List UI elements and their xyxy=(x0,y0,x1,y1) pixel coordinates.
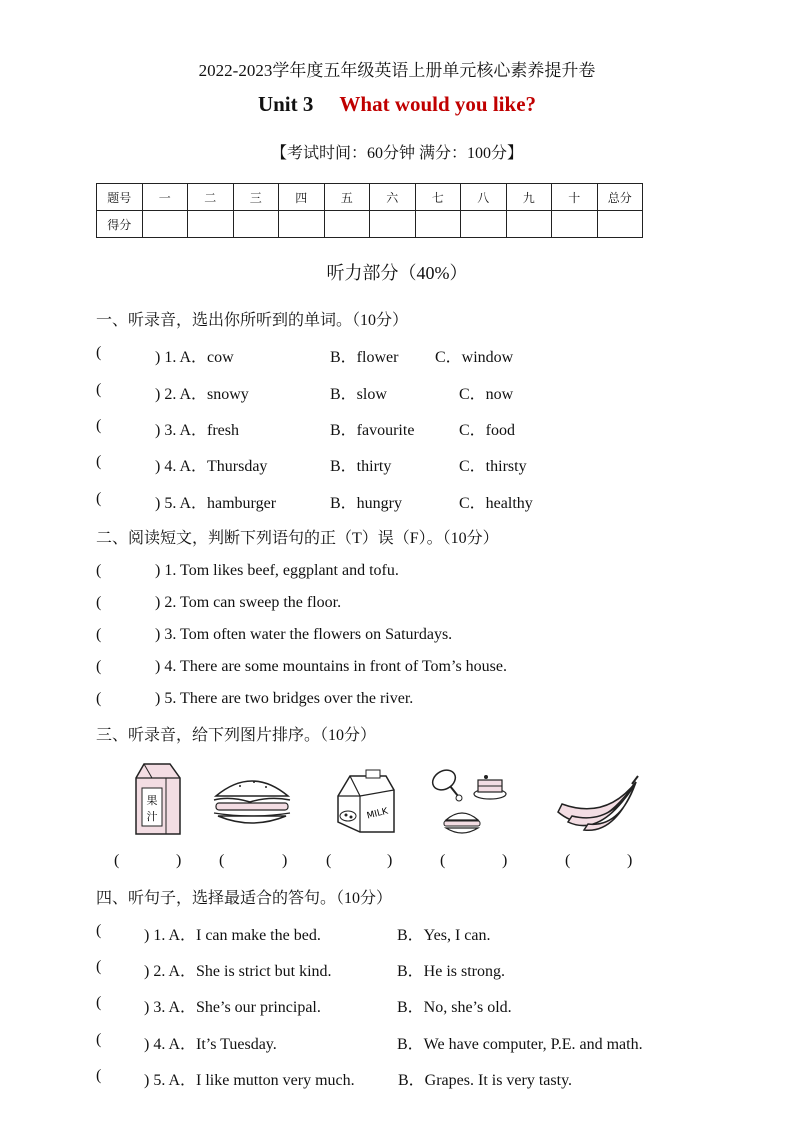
order-blank-close: ) xyxy=(176,852,182,869)
statement-text: ) 2. Tom can sweep the floor. xyxy=(155,594,342,611)
question-option-a: ) 4. A．Thursday xyxy=(155,458,268,475)
order-blank-close: ) xyxy=(502,852,508,869)
score-input-cell[interactable] xyxy=(188,211,234,238)
score-cell: 四 xyxy=(279,184,325,211)
score-input-cell[interactable] xyxy=(597,211,643,238)
answer-blank[interactable]: ( xyxy=(96,381,102,398)
bananas-icon xyxy=(554,772,640,836)
question-option-b: B．thirty xyxy=(330,458,392,475)
answer-blank[interactable]: ( xyxy=(96,1031,102,1048)
question-option-a: ) 5. A．hamburger xyxy=(155,495,277,512)
section1-title: 一、听录音，选出你所听到的单词。（10分） xyxy=(96,312,409,329)
unit-topic: What would you like? xyxy=(339,92,537,116)
order-blank-close: ) xyxy=(387,852,393,869)
answer-blank[interactable]: ( xyxy=(96,658,102,675)
question-option-c: C．thirsty xyxy=(459,458,527,475)
answer-blank[interactable]: ( xyxy=(96,562,102,579)
juice-label-1: 果 xyxy=(146,794,158,807)
score-cell: 六 xyxy=(370,184,416,211)
question-option-b: B．slow xyxy=(330,386,387,403)
score-input-cell[interactable] xyxy=(142,211,188,238)
unit-heading xyxy=(0,92,794,117)
score-cell: 三 xyxy=(233,184,279,211)
question-option-b: B．favourite xyxy=(330,422,415,439)
question-option-b: B．He is strong. xyxy=(397,963,506,980)
answer-blank[interactable]: ( xyxy=(96,690,102,707)
score-cell: 总分 xyxy=(597,184,643,211)
answer-blank[interactable]: ( xyxy=(96,594,102,611)
score-cell: 二 xyxy=(188,184,234,211)
score-row-label: 得分 xyxy=(97,211,143,238)
question-option-a: ) 2. A．snowy xyxy=(155,386,249,403)
answer-blank[interactable]: ( xyxy=(96,453,102,470)
milk-label: MILK xyxy=(365,806,390,822)
question-option-b: B．Yes, I can. xyxy=(397,927,491,944)
order-blank-open[interactable]: ( xyxy=(219,852,225,869)
exam-title: 2022-2023学年度五年级英语上册单元核心素养提升卷 xyxy=(198,61,596,80)
question-option-a: ) 1. A．I can make the bed. xyxy=(144,927,321,944)
answer-blank[interactable]: ( xyxy=(96,490,102,507)
score-table-header-row xyxy=(97,184,643,211)
score-table-score-row xyxy=(97,211,643,238)
statement-text: ) 4. There are some mountains in front of Tom’s house. xyxy=(155,658,507,675)
score-input-cell[interactable] xyxy=(506,211,552,238)
question-option-b: B．flower xyxy=(330,349,399,366)
question-option-b: B．Grapes. It is very tasty. xyxy=(398,1072,573,1089)
answer-blank[interactable]: ( xyxy=(96,417,102,434)
milk-carton-icon xyxy=(330,766,400,836)
answer-blank[interactable]: ( xyxy=(96,922,102,939)
answer-blank[interactable]: ( xyxy=(96,1067,102,1084)
food-plate-icon xyxy=(428,760,508,838)
exam-info: 【考试时间：60分钟 满分：100分】 xyxy=(270,145,523,162)
score-cell: 五 xyxy=(324,184,370,211)
order-blank-open[interactable]: ( xyxy=(326,852,332,869)
question-option-c: C．food xyxy=(459,422,516,439)
section4-title: 四、听句子，选择最适合的答句。（10分） xyxy=(96,890,393,907)
question-option-a: ) 3. A．fresh xyxy=(155,422,239,439)
question-option-c: C．window xyxy=(435,349,514,366)
listening-part-title: 听力部分（40%） xyxy=(326,263,468,283)
score-table xyxy=(96,183,643,238)
score-input-cell[interactable] xyxy=(370,211,416,238)
score-input-cell[interactable] xyxy=(233,211,279,238)
score-input-cell[interactable] xyxy=(324,211,370,238)
question-option-a: ) 5. A．I like mutton very much. xyxy=(144,1072,355,1089)
statement-text: ) 5. There are two bridges over the river. xyxy=(155,690,414,707)
unit-number: Unit 3 xyxy=(257,92,314,116)
score-input-cell[interactable] xyxy=(552,211,598,238)
score-cell: 七 xyxy=(415,184,461,211)
question-option-a: ) 4. A．It’s Tuesday. xyxy=(144,1036,277,1053)
score-cell: 题号 xyxy=(97,184,143,211)
score-cell: 一 xyxy=(142,184,188,211)
score-cell: 十 xyxy=(552,184,598,211)
answer-blank[interactable]: ( xyxy=(96,626,102,643)
section2-title: 二、阅读短文，判断下列语句的正（T）误（F）。（10分） xyxy=(96,530,499,547)
score-cell: 九 xyxy=(506,184,552,211)
question-option-a: ) 1. A．cow xyxy=(155,349,234,366)
order-blank-open[interactable]: ( xyxy=(114,852,120,869)
order-blank-open[interactable]: ( xyxy=(565,852,571,869)
order-blank-close: ) xyxy=(627,852,633,869)
question-option-b: B．No, she’s old. xyxy=(397,999,512,1016)
score-input-cell[interactable] xyxy=(415,211,461,238)
score-input-cell[interactable] xyxy=(461,211,507,238)
answer-blank[interactable]: ( xyxy=(96,994,102,1011)
score-cell: 八 xyxy=(461,184,507,211)
question-option-c: C．now xyxy=(459,386,514,403)
statement-text: ) 1. Tom likes beef, eggplant and tofu. xyxy=(155,562,399,579)
juice-carton-icon xyxy=(130,760,186,838)
question-option-c: C．healthy xyxy=(459,495,533,512)
statement-text: ) 3. Tom often water the flowers on Saturdays. xyxy=(155,626,453,643)
juice-label-2: 汁 xyxy=(146,810,158,823)
question-option-b: B．hungry xyxy=(330,495,403,512)
question-option-a: ) 2. A．She is strict but kind. xyxy=(144,963,332,980)
order-blank-open[interactable]: ( xyxy=(440,852,446,869)
score-input-cell[interactable] xyxy=(279,211,325,238)
answer-blank[interactable]: ( xyxy=(96,344,102,361)
section3-title: 三、听录音，给下列图片排序。（10分） xyxy=(96,727,377,744)
question-option-a: ) 3. A．She’s our principal. xyxy=(144,999,321,1016)
hamburger-icon xyxy=(210,772,294,828)
question-option-b: B．We have computer, P.E. and math. xyxy=(397,1036,643,1053)
order-blank-close: ) xyxy=(282,852,288,869)
answer-blank[interactable]: ( xyxy=(96,958,102,975)
